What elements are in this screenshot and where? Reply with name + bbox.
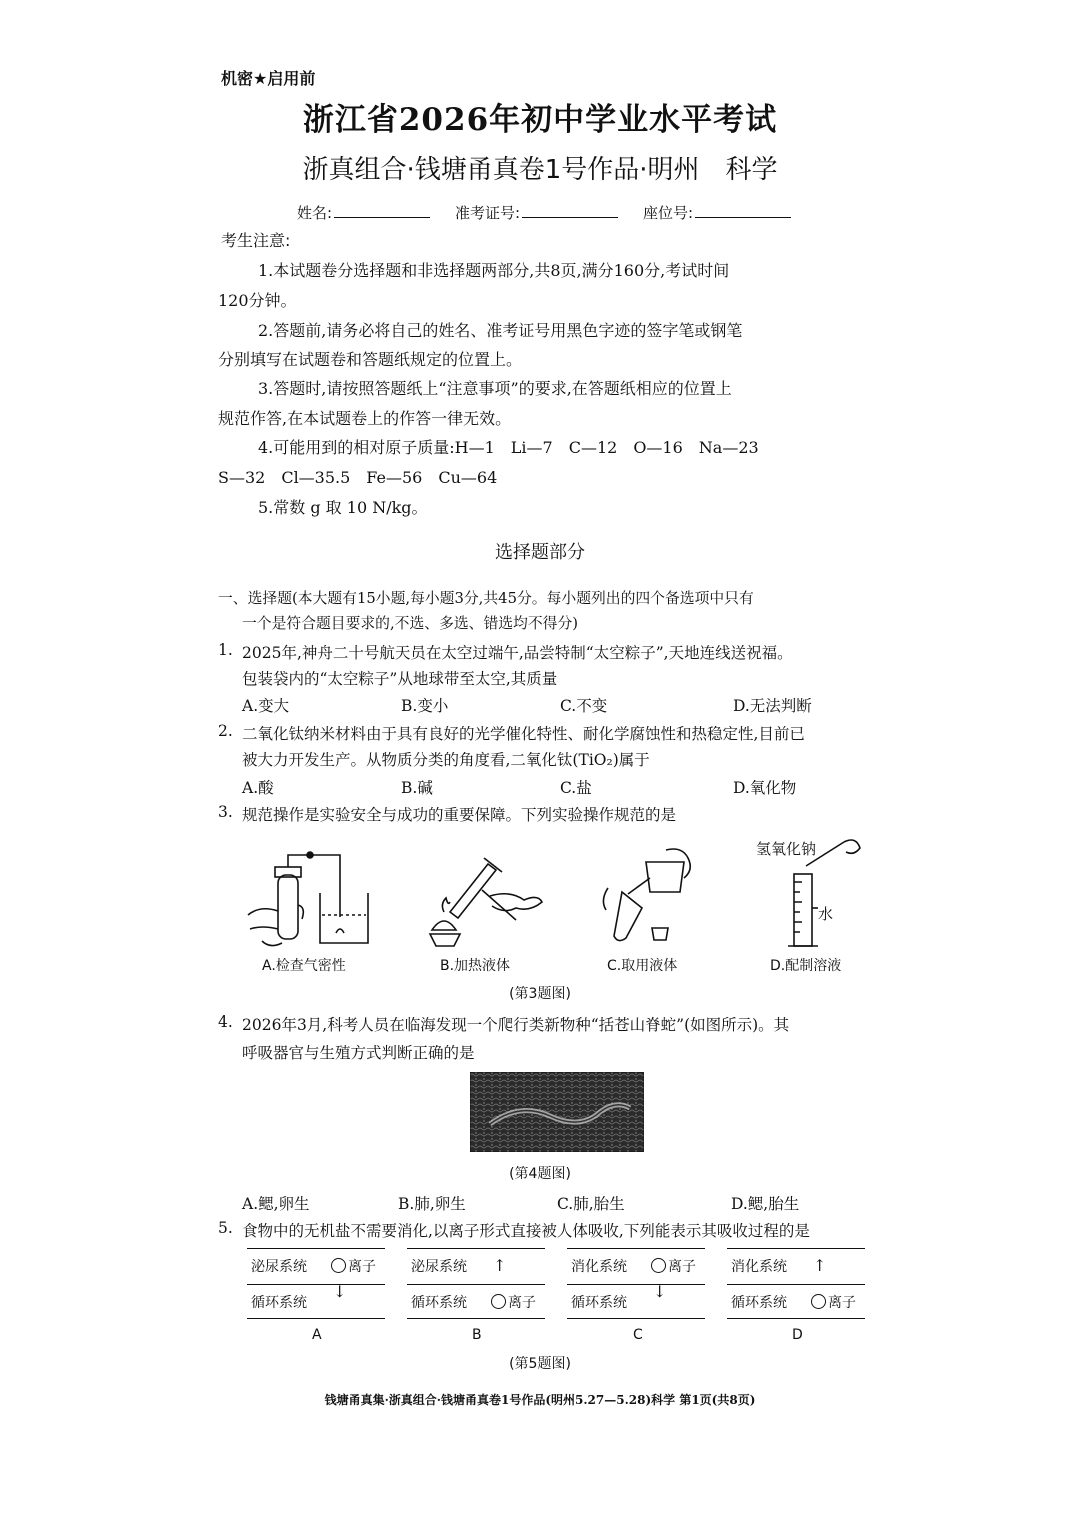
q5-c-top-system: 消化系统 [571,1259,627,1275]
q5-b-arrow-up-icon: ↑ [493,1256,507,1275]
q5-d-arrow-up-icon: ↑ [813,1256,827,1275]
q4-stem-line-2: 呼吸器官与生殖方式判断正确的是 [242,1044,475,1062]
q5-a-arrow-down-icon: ↓ [333,1282,347,1301]
exam-id-label: 准考证号: [455,204,521,222]
q5-letter-b: B [472,1327,482,1343]
notice-item-2-line-1: 2.答题前,请务必将自己的姓名、准考证号用黑色字迹的签字笔或钢笔 [258,321,743,340]
name-label: 姓名: [297,204,333,222]
notice-item-4-line-1: 4.可能用到的相对原子质量:H—1 Li—7 C—12 O—16 Na—23 [258,438,759,457]
q1-number: 1. [218,641,233,659]
notice-item-4-line-2: S—32 Cl—35.5 Fe—56 Cu—64 [218,468,498,487]
q5-diagram-c [567,1248,705,1316]
q2-option-a: A.酸 [242,779,274,797]
notice-item-3-line-2: 规范作答,在本试题卷上的作答一律无效。 [218,409,512,428]
q3-label-b: B.加热液体 [440,958,511,974]
section-intro-line-2: 一个是符合题目要求的,不选、多选、错选均不得分) [242,615,579,632]
q5-d-ion: 离子 [811,1292,856,1312]
q5-d-bottom-system: 循环系统 [731,1295,787,1311]
seat-blank [695,203,791,218]
q5-d-top-system: 消化系统 [731,1259,787,1275]
q1-option-c: C.不变 [560,697,608,715]
q2-stem-line-1: 二氧化钛纳米材料由于具有良好的光学催化特性、耐化学腐蚀性和热稳定性,目前已 [242,725,805,743]
q5-letter-d: D [792,1327,803,1343]
q5-diagram-d [727,1248,865,1316]
airtightness-check-figure [240,845,380,950]
q5-c-arrow-down-icon: ↓ [653,1282,667,1301]
q2-option-b: B.碱 [401,779,433,797]
q3-label-d: D.配制溶液 [770,958,842,974]
confidential-mark: 机密★启用前 [221,69,316,88]
exam-id-blank [522,203,618,218]
notice-item-1-line-1: 1.本试题卷分选择题和非选择题两部分,共8页,满分160分,考试时间 [258,261,730,280]
q1-option-b: B.变小 [401,697,449,715]
exam-id-field [455,202,618,223]
q5-a-bottom-system: 循环系统 [251,1295,307,1311]
notice-item-2-line-2: 分别填写在试题卷和答题纸规定的位置上。 [218,350,523,369]
page-footer: 钱塘甬真集·浙真组合·钱塘甬真卷1号作品(明州5.27—5.28)科学 第1页(共8页) [324,1393,756,1407]
q5-b-bottom-system: 循环系统 [411,1295,467,1311]
q5-c-ion: 离子 [651,1256,696,1276]
q1-option-a: A.变大 [242,697,290,715]
q5-a-top-system: 泌尿系统 [251,1259,307,1275]
q5-letter-a: A [312,1327,322,1343]
q5-figure-caption: (第5题图) [509,1356,571,1372]
water-label: 水 [818,905,834,923]
q5-number: 5. [218,1219,233,1237]
q4-number: 4. [218,1013,233,1031]
q1-option-d: D.无法判断 [733,697,812,715]
section-intro-line-1: 一、选择题(本大题有15小题,每小题3分,共45分。每小题列出的四个备选项中只有 [218,590,754,607]
q4-option-c: C.肺,胎生 [557,1195,625,1213]
snake-photo [470,1072,644,1152]
notice-title: 考生注意: [221,231,291,250]
q1-stem-line-1: 2025年,神舟二十号航天员在太空过端午,品尝特制“太空粽子”,天地连线送祝福。 [242,644,793,662]
exam-subtitle: 浙真组合·钱塘甬真卷1号作品·明州 科学 [302,155,778,185]
seat-label: 座位号: [643,204,694,222]
q3-figure-caption: (第3题图) [509,986,571,1002]
naoh-label: 氢氧化钠 [756,840,817,858]
q4-option-a: A.鳃,卵生 [242,1195,310,1213]
q2-option-d: D.氧化物 [733,779,797,797]
q5-c-bottom-system: 循环系统 [571,1295,627,1311]
q3-label-a: A.检查气密性 [262,958,346,974]
q5-letter-c: C [633,1327,643,1343]
q4-option-b: B.肺,卵生 [398,1195,466,1213]
name-field [297,202,430,223]
q5-b-ion: 离子 [491,1292,536,1312]
seat-field [643,202,791,223]
q4-option-d: D.鳃,胎生 [731,1195,800,1213]
q5-b-top-system: 泌尿系统 [411,1259,467,1275]
section-title: 选择题部分 [495,542,585,563]
q3-label-c: C.取用液体 [607,958,678,974]
q5-a-ion: 离子 [331,1256,376,1276]
exam-title: 浙江省2026年初中学业水平考试 [302,102,778,138]
q1-stem-line-2: 包装袋内的“太空粽子”从地球带至太空,其质量 [242,670,558,688]
heating-liquid-figure [420,850,550,950]
notice-item-3-line-1: 3.答题时,请按照答题纸上“注意事项”的要求,在答题纸相应的位置上 [258,379,732,398]
q2-stem-line-2: 被大力开发生产。从物质分类的角度看,二氧化钛(TiO₂)属于 [242,751,650,769]
q5-diagram-b [407,1248,545,1316]
notice-item-5: 5.常数 g 取 10 N/kg。 [258,498,428,517]
q3-stem: 规范操作是实验安全与成功的重要保障。下列实验操作规范的是 [242,806,677,824]
q3-number: 3. [218,803,233,821]
q5-diagram-a [247,1248,385,1316]
q2-number: 2. [218,722,233,740]
q5-stem: 食物中的无机盐不需要消化,以离子形式直接被人体吸收,下列能表示其吸收过程的是 [242,1222,810,1240]
q4-figure-caption: (第4题图) [509,1166,571,1182]
notice-item-1-line-2: 120分钟。 [218,291,297,310]
taking-liquid-figure [598,848,708,948]
q2-option-c: C.盐 [560,779,592,797]
name-blank [334,203,430,218]
q4-stem-line-1: 2026年3月,科考人员在临海发现一个爬行类新物种“括苍山脊蛇”(如图所示)。其 [242,1016,790,1034]
